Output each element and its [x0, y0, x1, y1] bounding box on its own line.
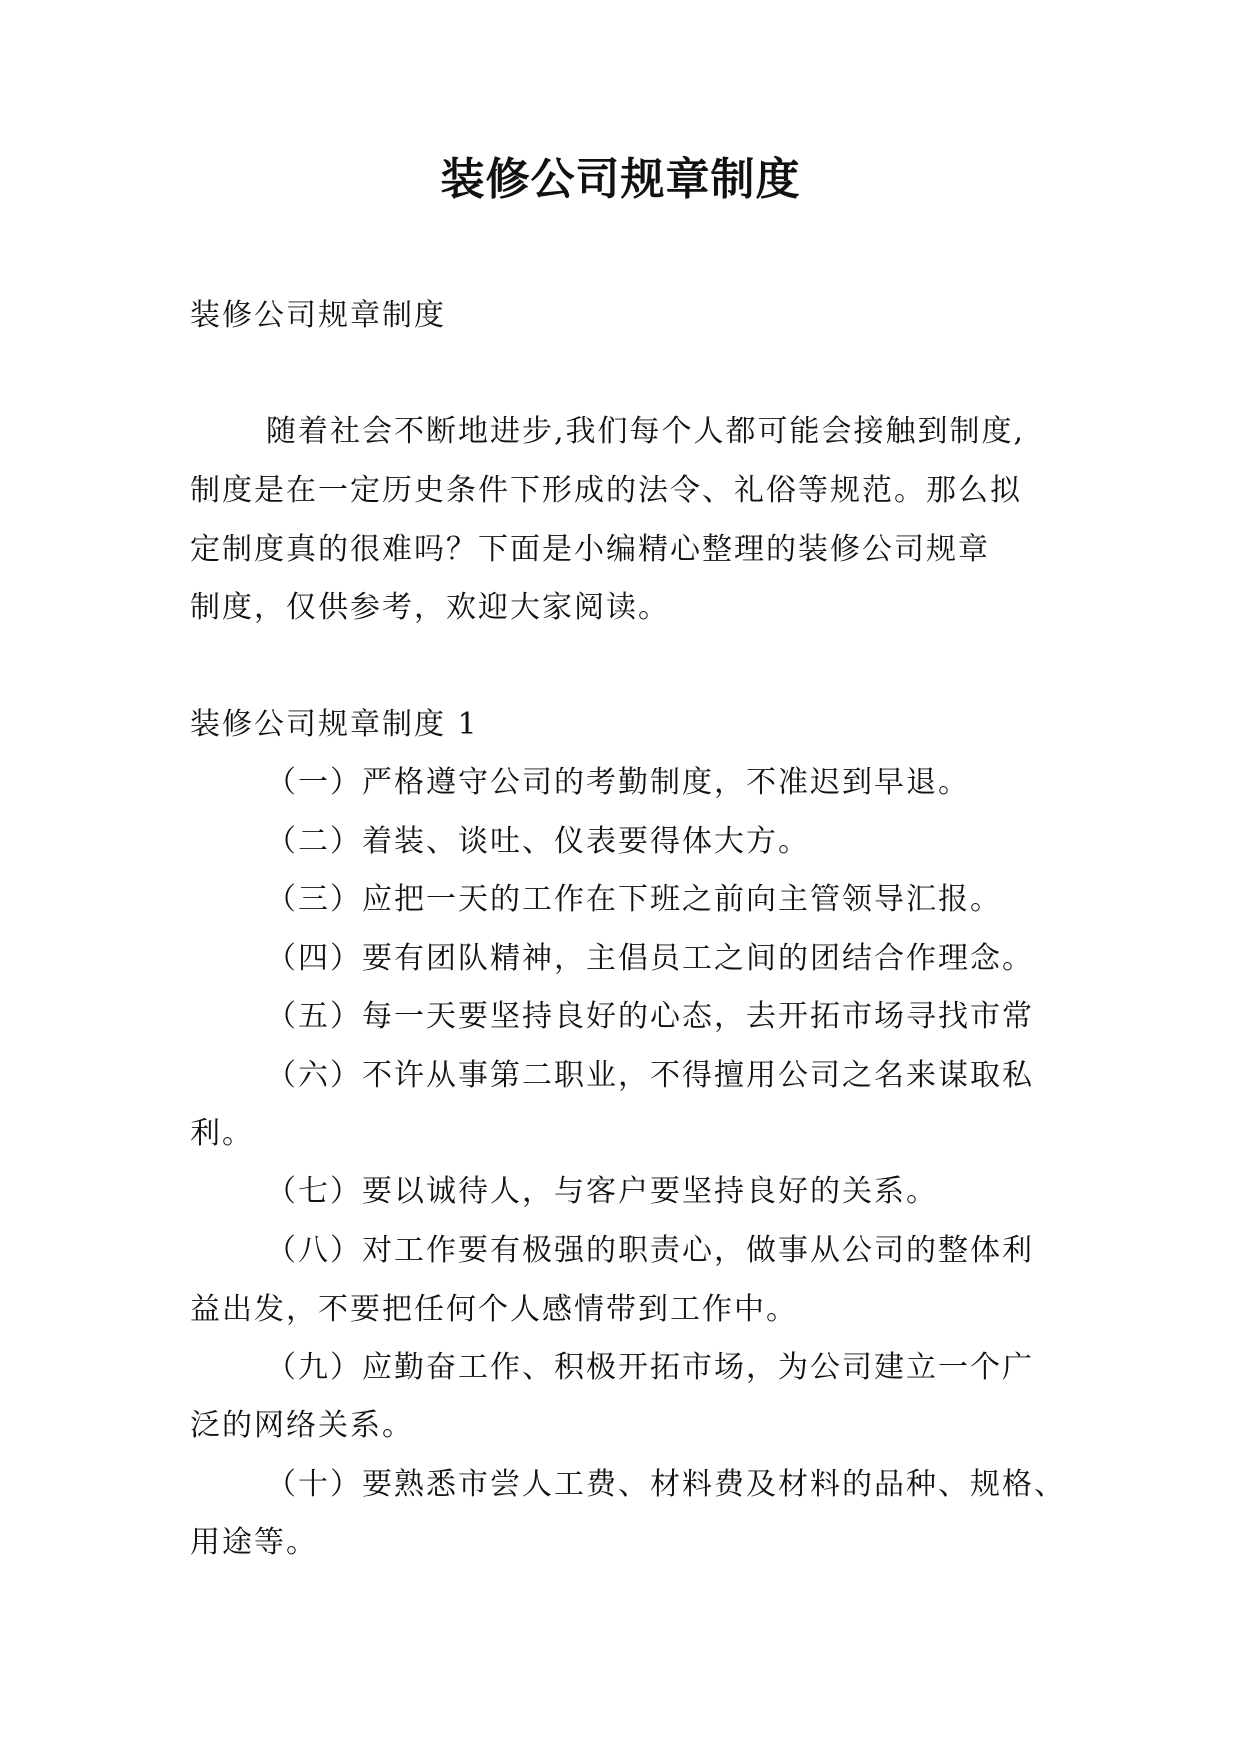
document-title: 装修公司规章制度 [440, 154, 801, 205]
rule-line: （九）应勤奋工作、积极开拓市场，为公司建立一个广 [266, 1350, 1034, 1385]
rule-line: 益出发，不要把任何个人感情带到工作中。 [190, 1292, 798, 1327]
rule-line: （五）每一天要坚持良好的心态，去开拓市场寻找市常 [266, 999, 1034, 1034]
subtitle: 装修公司规章制度 [190, 298, 446, 333]
rule-line: （三）应把一天的工作在下班之前向主管领导汇报。 [266, 882, 1002, 917]
rule-line: （一）严格遵守公司的考勤制度，不准迟到早退。 [266, 765, 970, 800]
rule-line: （四）要有团队精神，主倡员工之间的团结合作理念。 [266, 941, 1034, 976]
intro-line: 随着社会不断地进步,我们每个人都可能会接触到制度, [266, 414, 1026, 449]
intro-line: 制度，仅供参考，欢迎大家阅读。 [190, 590, 670, 625]
rule-line: （八）对工作要有极强的职责心，做事从公司的整体利 [266, 1233, 1034, 1268]
section-heading: 装修公司规章制度 1 [190, 707, 479, 742]
intro-line: 制度是在一定历史条件下形成的法令、礼俗等规范。那么拟 [190, 473, 1022, 508]
rule-line: （六）不许从事第二职业，不得擅用公司之名来谋取私 [266, 1058, 1034, 1093]
rule-line: 利。 [190, 1116, 254, 1151]
rule-line: （十）要熟悉市尝人工费、材料费及材料的品种、规格、 [266, 1467, 1066, 1502]
rule-line: 泛的网络关系。 [190, 1408, 414, 1443]
rule-line: （七）要以诚待人，与客户要坚持良好的关系。 [266, 1174, 938, 1209]
rule-line: （二）着装、谈吐、仪表要得体大方。 [266, 824, 810, 859]
rule-line: 用途等。 [190, 1525, 318, 1560]
intro-line: 定制度真的很难吗？下面是小编精心整理的装修公司规章 [190, 532, 990, 567]
